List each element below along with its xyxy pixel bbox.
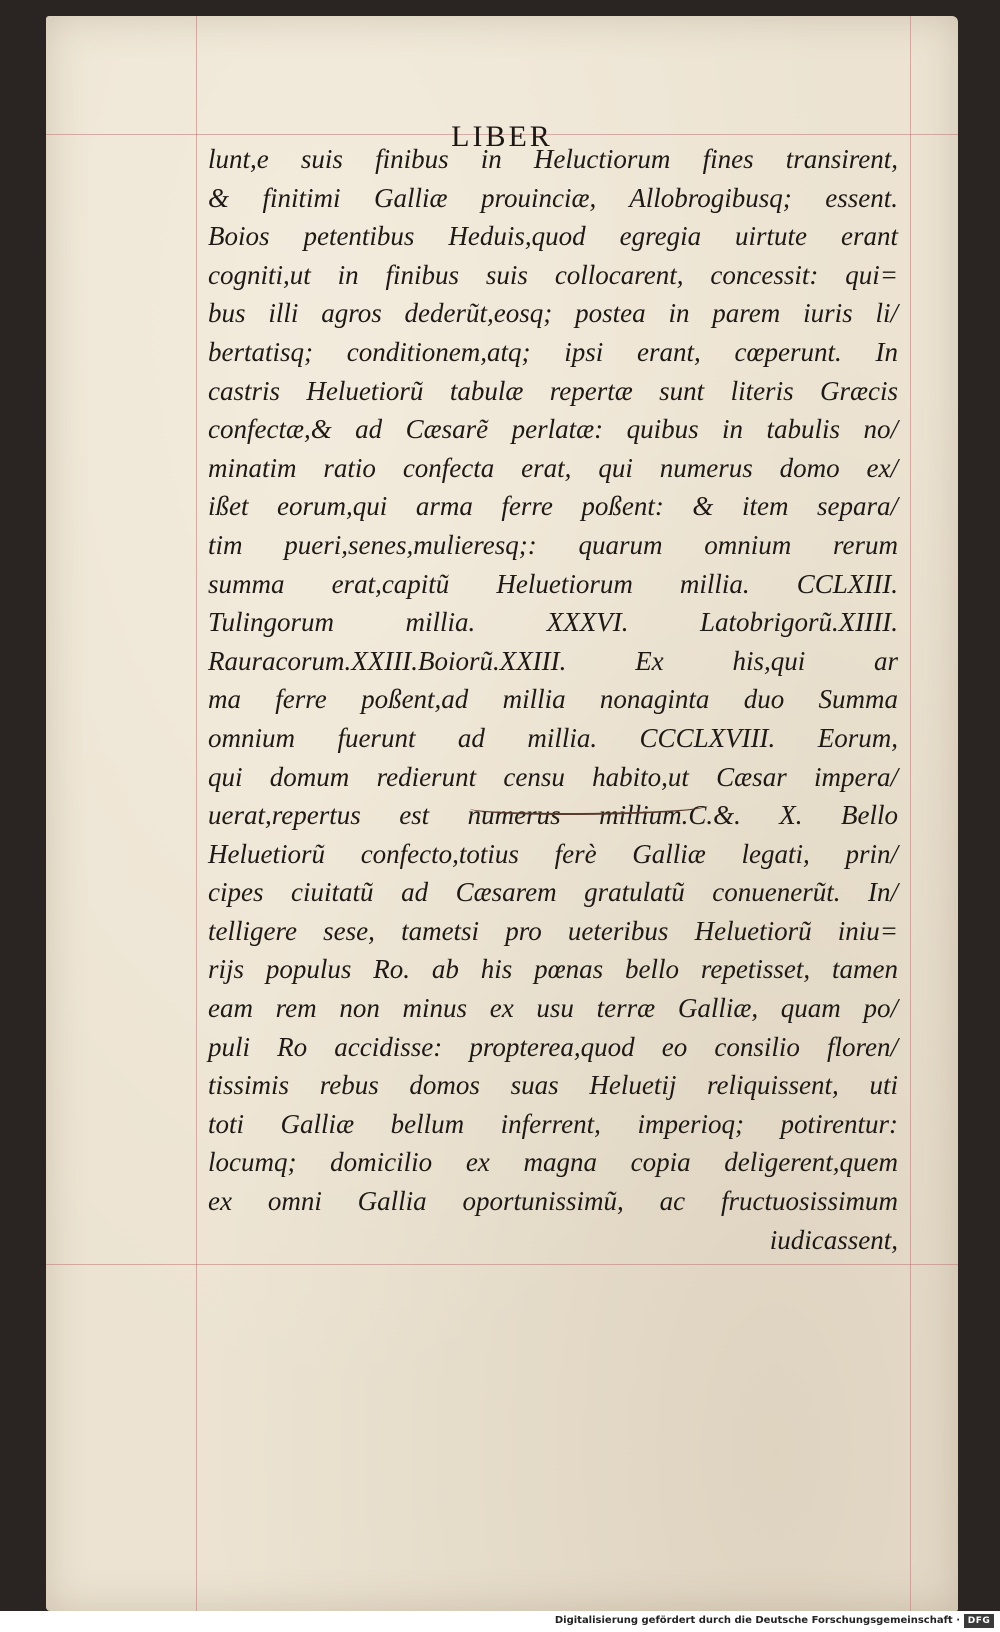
text-line: ißet eorum,qui arma ferre poßent: & item separa/ <box>208 491 898 522</box>
text-line: Boios petentibus Heduis,quod egregia uirtute erant <box>208 221 898 252</box>
text-line: & finitimi Galliæ prouinciæ, Allobrogibusq; essent. <box>208 182 898 213</box>
text-line: bertatisq; conditionem,atq; ipsi erant, cœperunt. In <box>208 336 898 367</box>
text-line: cipes ciuitatũ ad Cæsarem gratulatũ conuenerũt. In/ <box>208 877 898 908</box>
footer-bar <box>0 1611 1000 1632</box>
text-line: Rauracorum.XXIII.Boiorũ.XXIII. Ex his,qui ar <box>208 645 898 676</box>
text-line: toti Galliæ bellum inferrent, imperioq; potirentur: <box>208 1108 898 1139</box>
text-line: iudicassent, <box>769 1224 898 1255</box>
body-text <box>208 140 898 1259</box>
text-line: uerat,repertus est numerus millium.C.&. X. Bello <box>208 800 898 831</box>
text-line: bus illi agros dederũt,eosq; postea in parem iuris li/ <box>208 298 898 329</box>
text-line: Heluetiorũ confecto,totius ferè Galliæ legati, prin/ <box>208 838 898 869</box>
funding-notice: Digitalisierung gefördert durch die Deutsche Forschungsgemeinschaft · <box>554 1615 960 1626</box>
text-line: locumq; domicilio ex magna copia deligerent,quem <box>208 1147 898 1178</box>
text-line: tissimis rebus domos suas Heluetij reliquissent, uti <box>208 1070 898 1101</box>
text-line: confectæ,& ad Cæsarẽ perlatæ: quibus in tabulis no/ <box>208 414 898 445</box>
text-line: summa erat,capitũ Heluetiorum millia. CCLXIII. <box>208 568 898 599</box>
text-line: tim pueri,senes,mulieresq;: quarum omnium rerum <box>208 529 898 560</box>
dfg-logo: DFG <box>964 1614 994 1628</box>
text-line: lunt,e suis finibus in Heluctiorum fines transirent, <box>208 144 898 174</box>
text-line: telligere sese, tametsi pro ueteribus Heluetiorũ iniu= <box>208 915 898 946</box>
text-line: ex omni Gallia oportunissimũ, ac fructuosissimum <box>208 1186 898 1217</box>
text-line: rijs populus Ro. ab his pœnas bello repetisset, tamen <box>208 954 898 985</box>
text-line: puli Ro accidisse: propterea,quod eo consilio floren/ <box>208 1031 898 1062</box>
text-line: cogniti,ut in finibus suis collocarent, concessit: qui= <box>208 259 898 290</box>
text-line: omnium fuerunt ad millia. CCCLXVIII. Eorum, <box>208 722 898 753</box>
text-line: minatim ratio confecta erat, qui numerus domo ex/ <box>208 452 898 483</box>
margin-rule-left <box>196 16 197 1611</box>
text-line: ma ferre poßent,ad millia nonaginta duo Summa <box>208 684 898 715</box>
text-line: eam rem non minus ex usu terræ Galliæ, quam po/ <box>208 993 898 1024</box>
margin-rule-bottom <box>46 1264 958 1265</box>
text-line: castris Heluetiorũ tabulæ repertæ sunt literis Græcis <box>208 375 898 406</box>
text-line: Tulingorum millia. XXXVI. Latobrigorũ.XIIII. <box>208 607 898 638</box>
text-line: qui domum redierunt censu habito,ut Cæsar impera/ <box>208 761 898 792</box>
running-header: LIBER <box>451 120 553 153</box>
margin-rule-right <box>910 16 911 1611</box>
